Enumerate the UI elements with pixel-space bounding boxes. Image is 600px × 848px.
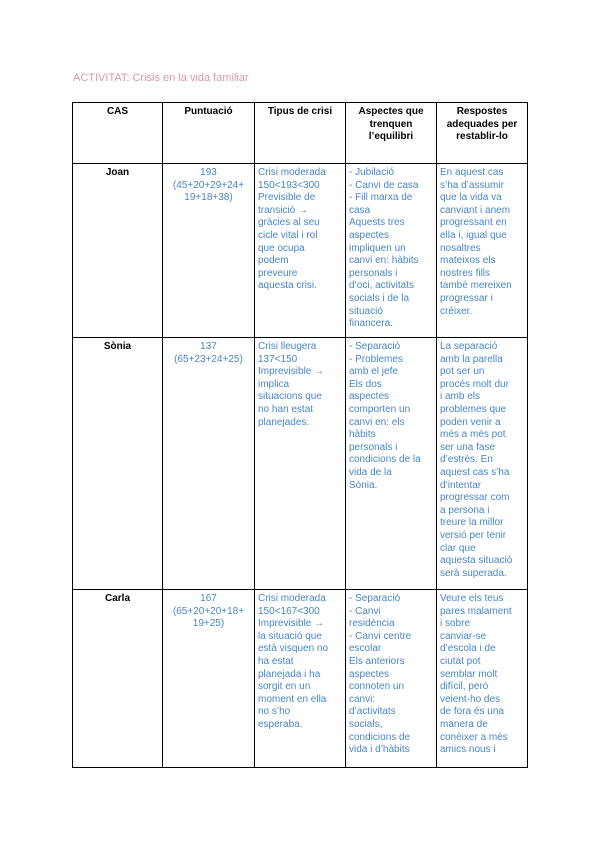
aspectes-cell (346, 338, 437, 590)
cell-line: Els dos (349, 378, 382, 390)
cell-line: moment en ella (258, 693, 327, 705)
cell-line: nosaltres (440, 242, 481, 254)
cell-line: condicions de la (349, 454, 421, 466)
cell-line: 137 (200, 341, 217, 352)
cell-line: la situació que (258, 630, 322, 642)
cell-line: vida i d’hàbits (349, 744, 410, 756)
cell-line: conèixer a més (440, 731, 508, 743)
cell-line: 150<167<300 (258, 605, 320, 617)
cell-line: - Canvi de casa (349, 179, 419, 191)
cell-line: (65+20+20+18+ (172, 605, 245, 617)
tipus-cell (255, 590, 346, 768)
cell-line: a persona i (440, 504, 490, 516)
cell-line: i amb els (440, 391, 481, 403)
cell-line: Imprevisible → (258, 618, 325, 630)
cell-line: vida de la (349, 466, 392, 478)
cell-line: d’estrès. En (440, 454, 493, 466)
cell-line: aspectes (349, 391, 390, 403)
cell-line: En aquest cas (440, 167, 504, 178)
cell-line: serà superada. (440, 567, 507, 579)
cell-line: 193 (200, 167, 217, 178)
cell-line: La separació (440, 341, 498, 352)
cell-line: pot ser un (440, 366, 485, 378)
cell-line: i sobre (440, 618, 471, 630)
cell-line: progressar i (440, 292, 493, 304)
cell-line: residència (349, 618, 395, 630)
cell-line: Sònia. (349, 479, 378, 491)
cell-line: ha estat (258, 655, 294, 667)
cell-line: situació (349, 305, 383, 317)
score-cell (163, 590, 255, 768)
cell-line: semblar molt (440, 668, 498, 680)
cell-line: socials, (349, 718, 383, 730)
cell-line: canvi en: hàbits (349, 255, 419, 267)
cas-name: Sònia (73, 338, 163, 590)
cell-line: d’oci, activitats (349, 280, 415, 292)
cell-line: planejada i ha (258, 668, 321, 680)
cell-line: està visquen no (258, 643, 329, 655)
cell-line: socials i de la (349, 292, 410, 304)
cell-line: canviant i anem (440, 204, 511, 216)
cell-line: comporten un (349, 403, 411, 415)
cell-line: planejades. (258, 416, 310, 428)
score-cell (163, 164, 255, 338)
cell-line: d’intentar (440, 479, 482, 491)
cell-line: Imprevisible → (258, 366, 325, 378)
cell-line: que ocupa (258, 242, 305, 254)
cell-line: amics nous i (440, 744, 496, 756)
cell-line: preveure (258, 267, 298, 279)
cell-line: connoten un (349, 681, 405, 693)
cell-line: ciutat pot (440, 655, 481, 667)
cell-line: ella i, igual que (440, 229, 507, 241)
aspectes-cell (346, 590, 437, 768)
cell-line: escolar (349, 643, 382, 655)
cell-line: condicions de (349, 731, 411, 743)
cell-line: s’ha d’assumir (440, 179, 504, 191)
respostes-cell (437, 164, 528, 338)
cell-line: - Canvi (349, 605, 381, 617)
cell-line: - Fill marxa de (349, 192, 413, 204)
cell-line: 150<193<300 (258, 179, 320, 191)
cell-line: de fora és una (440, 706, 504, 718)
cell-line: 19+18+38) (184, 192, 233, 204)
cell-line: procés molt dur (440, 378, 509, 390)
header-puntuacio: Puntuació (163, 103, 255, 164)
crisis-table (72, 102, 528, 768)
tipus-cell (255, 338, 346, 590)
cas-name: Carla (73, 590, 163, 768)
cell-line: 19+25) (192, 618, 225, 630)
cell-line: canvi en: els (349, 416, 405, 428)
cell-line: Crisi moderada (258, 167, 326, 178)
cell-line: aspectes (349, 229, 390, 241)
cell-line: treure la millor (440, 517, 504, 529)
cell-line: cicle vital i rol (258, 229, 318, 241)
cell-line: canvi: (349, 693, 376, 705)
cell-line: pares malament (440, 605, 512, 617)
header-row (73, 103, 528, 164)
cell-line: hàbits (349, 429, 376, 441)
cell-line: esperaba. (258, 718, 303, 730)
aspectes-cell (346, 164, 437, 338)
cell-line: créixer. (440, 305, 473, 317)
cell-line: aquesta situació (440, 555, 513, 567)
cell-line: Els anteriors (349, 655, 405, 667)
cell-line: casa (349, 204, 371, 216)
cell-line: personals i (349, 441, 398, 453)
cell-line: - Separació (349, 593, 401, 604)
cell-line: Aquests tres (349, 217, 405, 229)
cell-line: gràcies al seu (258, 217, 320, 229)
cell-line: 167 (200, 593, 217, 604)
cell-line: podem (258, 255, 289, 267)
header-cas: CAS (73, 103, 163, 164)
cell-line: (65+23+24+25) (174, 353, 243, 365)
cell-line: personals i (349, 267, 398, 279)
cell-line: - Jubilació (349, 167, 395, 178)
cell-line: Crisi moderada (258, 593, 326, 604)
table-row (73, 590, 528, 768)
cell-line: mateixos els (440, 255, 496, 267)
cell-line: canviar-se (440, 630, 487, 642)
cell-line: d’escola i de (440, 643, 496, 655)
cas-name: Joan (73, 164, 163, 338)
cell-line: aquest cas s’ha (440, 466, 510, 478)
cell-line: manera de (440, 718, 488, 730)
cell-line: sorgit en un (258, 681, 311, 693)
cell-line: - Separació (349, 341, 401, 352)
cell-line: d’activitats (349, 706, 396, 718)
activity-title: ACTIVITAT: Crisis en la vida familiar (73, 72, 249, 84)
cell-line: que la vida va (440, 192, 502, 204)
header-aspectes: Aspectes que trenquen l’equilibri (346, 103, 437, 164)
cell-line: problemes que (440, 403, 507, 415)
cell-line: - Canvi centre (349, 630, 412, 642)
cell-line: amb el jefe (349, 366, 398, 378)
table-row (73, 338, 528, 590)
cell-line: progressar com (440, 492, 510, 504)
header-tipus: Tipus de crisi (255, 103, 346, 164)
cell-line: ser una fase (440, 441, 496, 453)
cell-line: situacions que (258, 391, 322, 403)
cell-line: - Problemes (349, 353, 403, 365)
cell-line: Crisi lleugera (258, 341, 317, 352)
respostes-cell (437, 338, 528, 590)
header-respostes: Respostes adequades per restablir-lo (437, 103, 528, 164)
cell-line: aquesta crisi. (258, 280, 317, 292)
cell-line: impliquen un (349, 242, 406, 254)
cell-line: 137<150 (258, 353, 298, 365)
cell-line: no s’ho (258, 706, 291, 718)
cell-line: implica (258, 378, 290, 390)
cell-line: difícil, però (440, 681, 489, 693)
cell-line: progressant en (440, 217, 507, 229)
cell-line: aspectes (349, 668, 390, 680)
cell-line: Veure els teus (440, 593, 504, 604)
cell-line: no han estat (258, 403, 314, 415)
cell-line: veient-ho des (440, 693, 501, 705)
cell-line: clar que (440, 542, 476, 554)
cell-line: poden venir a (440, 416, 501, 428)
cell-line: nostres fills (440, 267, 491, 279)
cell-line: amb la parella (440, 353, 503, 365)
cell-line: també mereixen (440, 280, 512, 292)
cell-line: més a més pot (440, 429, 506, 441)
cell-line: versió per tenir (440, 529, 507, 541)
cell-line: financera. (349, 318, 393, 330)
table-row (73, 164, 528, 338)
cell-line: (45+20+29+24+ (172, 179, 245, 191)
score-cell (163, 338, 255, 590)
cell-line: transició → (258, 204, 309, 216)
tipus-cell (255, 164, 346, 338)
cell-line: Previsible de (258, 192, 316, 204)
respostes-cell (437, 590, 528, 768)
